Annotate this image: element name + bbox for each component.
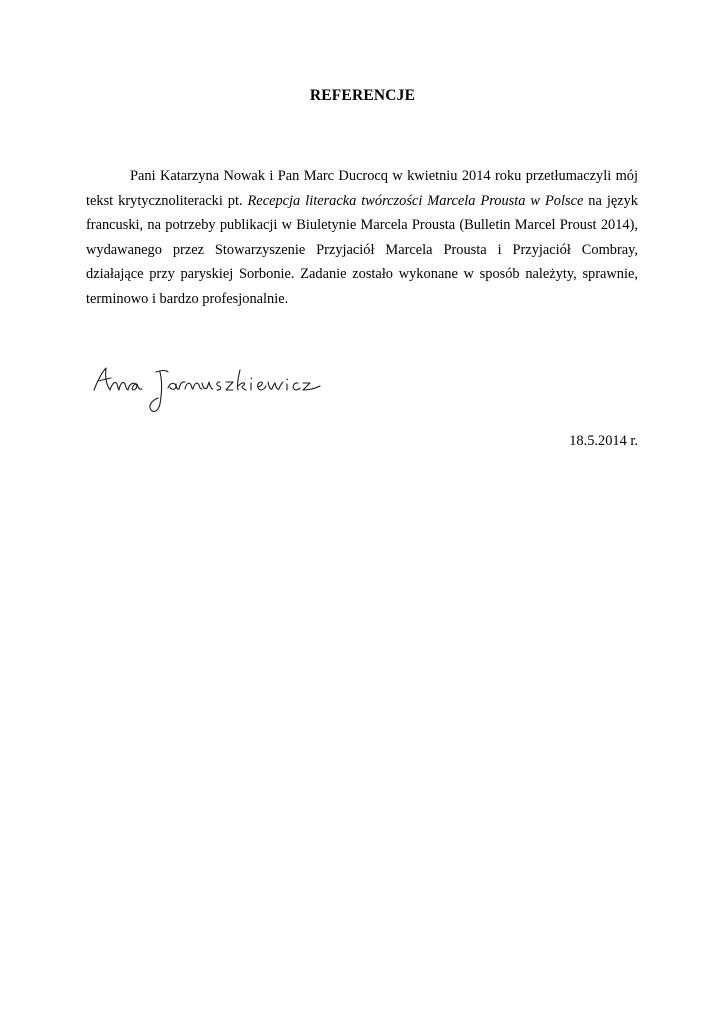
italic-work-title: Recepcja literacka twórczości Marcela Prousta w Polsce bbox=[247, 192, 584, 209]
paragraph-text-part2: na język francuski, na potrzeby publikacji w Biuletynie Marcela Prousta (Bulletin Marcel Proust 2014), wydawanego przez Stowarzyszenie Przyjaciół Marcela Prousta i Przyjaciół Combray, działające przy paryskiej Sorbonie. Zadanie zostało wykonane w sposób należyty, sprawnie, terminowo i bardzo profesjonalnie. bbox=[86, 192, 638, 307]
paragraph-text-part1: Pani Katarzyna Nowak i Pan Marc Ducrocq w kwietniu 2014 roku przetłumaczyli mój tekst krytycznoliteracki pt. bbox=[86, 168, 638, 209]
document-date: 18.5.2014 r. bbox=[569, 433, 638, 449]
body-paragraph bbox=[86, 164, 638, 312]
handwritten-signature bbox=[90, 362, 330, 418]
document-title: REFERENCJE bbox=[309, 87, 416, 104]
